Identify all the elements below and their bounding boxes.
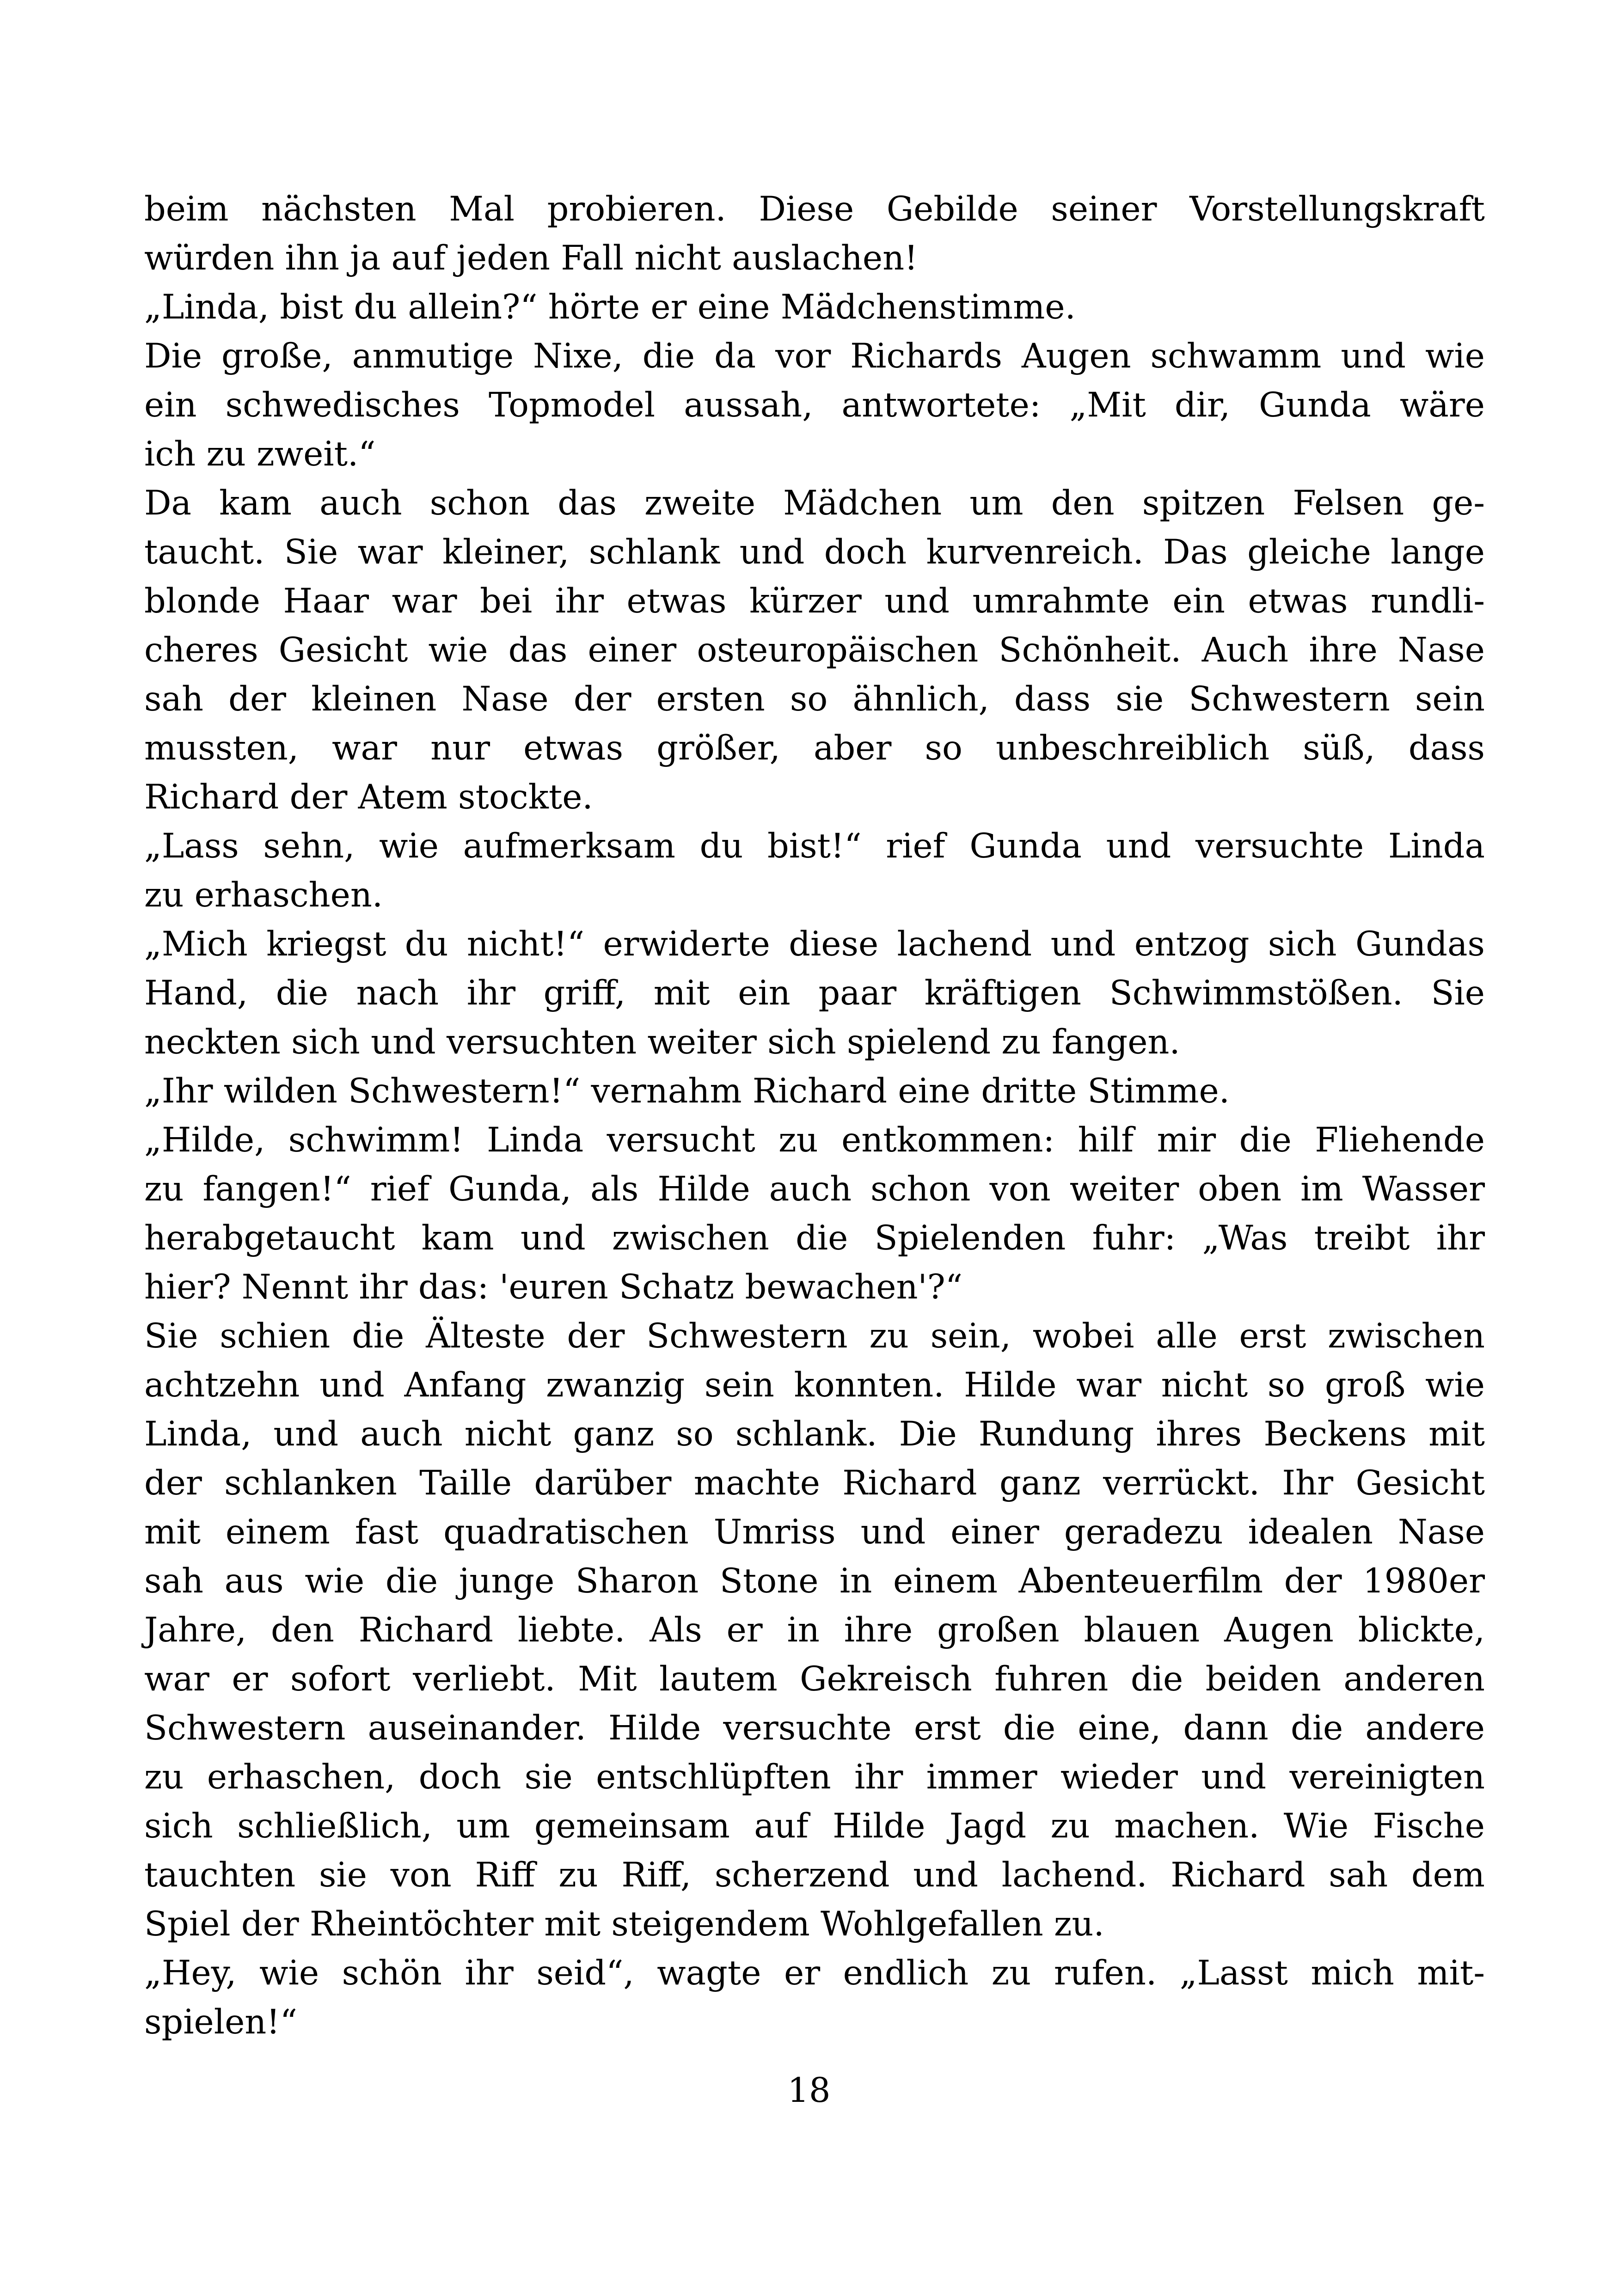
text-line: „Lass sehn, wie aufmerksam du bist!“ rief Gunda und versuchte Linda	[144, 827, 1485, 866]
text-line: zu erhaschen, doch sie entschlüpften ihr immer wieder und vereinigten	[144, 1757, 1485, 1797]
text-line: Richard der Atem stockte.	[144, 778, 593, 817]
text-line: sich schließlich, um gemeinsam auf Hilde Jagd zu machen. Wie Fische	[144, 1806, 1485, 1846]
body-text	[144, 185, 1485, 2047]
text-line: würden ihn ja auf jeden Fall nicht auslachen!	[144, 239, 918, 278]
text-line: Spiel der Rheintöchter mit steigendem Wohlgefallen zu.	[144, 1904, 1104, 1944]
text-line: Schwestern auseinander. Hilde versuchte erst die eine, dann die andere	[144, 1708, 1485, 1748]
text-line: „Mich kriegst du nicht!“ erwiderte diese lachend und entzog sich Gundas	[144, 925, 1485, 964]
text-line: cheres Gesicht wie das einer osteuropäischen Schönheit. Auch ihre Nase	[144, 631, 1485, 670]
text-line: Die große, anmutige Nixe, die da vor Richards Augen schwamm und wie	[144, 337, 1485, 376]
text-line: ich zu zweit.“	[144, 435, 376, 474]
text-line: „Ihr wilden Schwestern!“ vernahm Richard eine dritte Stimme.	[144, 1071, 1230, 1111]
text-line: Jahre, den Richard liebte. Als er in ihre großen blauen Augen blickte,	[144, 1610, 1485, 1650]
text-line: Da kam auch schon das zweite Mädchen um den spitzen Felsen ge-	[144, 484, 1485, 523]
text-line: taucht. Sie war kleiner, schlank und doch kurvenreich. Das gleiche lange	[144, 533, 1485, 572]
text-line: zu fangen!“ rief Gunda, als Hilde auch schon von weiter oben im Wasser	[144, 1169, 1485, 1209]
text-line: „Hilde, schwimm! Linda versucht zu entkommen: hilf mir die Fliehende	[144, 1120, 1485, 1160]
text-line: blonde Haar war bei ihr etwas kürzer und umrahmte ein etwas rundli-	[144, 582, 1485, 621]
text-line: zu erhaschen.	[144, 876, 383, 915]
text-line: sah der kleinen Nase der ersten so ähnlich, dass sie Schwestern sein	[144, 680, 1485, 719]
text-line: hier? Nennt ihr das: 'euren Schatz bewachen'?“	[144, 1267, 963, 1307]
text-line: Linda, und auch nicht ganz so schlank. Die Rundung ihres Beckens mit	[144, 1414, 1485, 1454]
text-line: neckten sich und versuchten weiter sich spielend zu fangen.	[144, 1022, 1180, 1062]
text-line: Sie schien die Älteste der Schwestern zu sein, wobei alle erst zwischen	[144, 1316, 1485, 1356]
text-line: ein schwedisches Topmodel aussah, antwortete: „Mit dir, Gunda wäre	[144, 386, 1485, 425]
text-line: war er sofort verliebt. Mit lautem Gekreisch fuhren die beiden anderen	[144, 1659, 1485, 1699]
text-line: sah aus wie die junge Sharon Stone in einem Abenteuerfilm der 1980er	[144, 1561, 1485, 1601]
text-line: „Linda, bist du allein?“ hörte er eine Mädchenstimme.	[144, 288, 1076, 327]
text-line: achtzehn und Anfang zwanzig sein konnten. Hilde war nicht so groß wie	[144, 1365, 1485, 1405]
text-line: der schlanken Taille darüber machte Richard ganz verrückt. Ihr Gesicht	[144, 1463, 1485, 1503]
text-line: herabgetaucht kam und zwischen die Spielenden fuhr: „Was treibt ihr	[144, 1218, 1485, 1258]
text-line: spielen!“	[144, 2002, 297, 2042]
text-line: mussten, war nur etwas größer, aber so unbeschreiblich süß, dass	[144, 729, 1485, 768]
text-line: tauchten sie von Riff zu Riff, scherzend und lachend. Richard sah dem	[144, 1855, 1485, 1895]
text-line: mit einem fast quadratischen Umriss und einer geradezu idealen Nase	[144, 1512, 1485, 1552]
page-number: 18	[787, 2071, 831, 2110]
text-line: Hand, die nach ihr griff, mit ein paar kräftigen Schwimmstößen. Sie	[144, 974, 1485, 1013]
text-line: „Hey, wie schön ihr seid“, wagte er endlich zu rufen. „Lasst mich mit-	[144, 1953, 1485, 1993]
text-line: beim nächsten Mal probieren. Diese Gebilde seiner Vorstellungskraft	[144, 190, 1485, 229]
